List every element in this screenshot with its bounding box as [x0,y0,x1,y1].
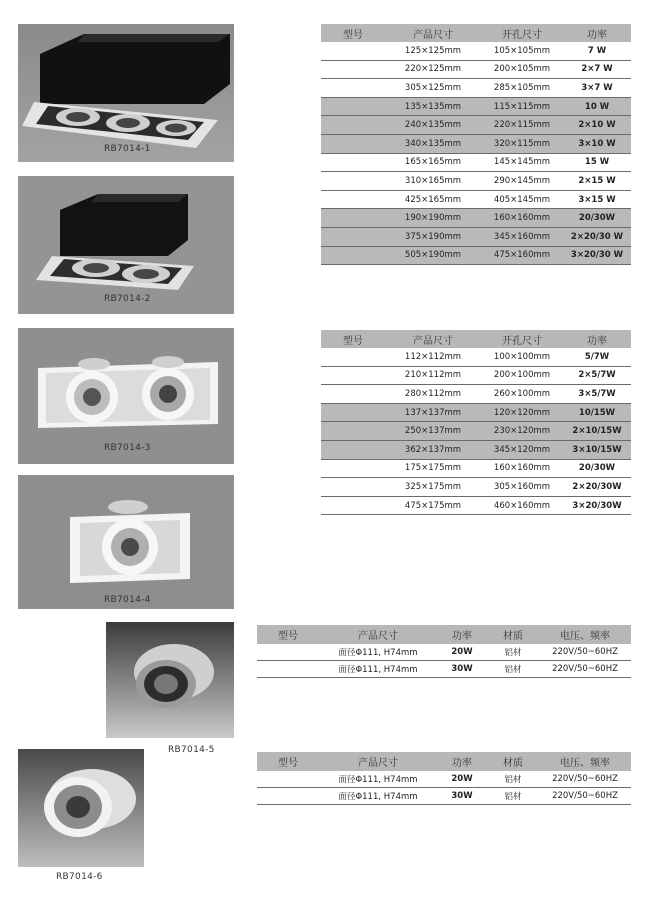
cell-model [321,97,385,116]
cell-model [321,60,385,79]
cell-cut: 200×100mm [481,366,563,385]
cell-model [321,209,385,228]
table-row [321,478,631,497]
cell-power: 3×5/7W [563,385,631,404]
cell-power: 20/30W [563,209,631,228]
cell-size: 220×125mm [385,60,481,79]
header-power: 功率 [563,24,631,42]
caption-rb7014-6: RB7014-6 [56,872,103,882]
cell-size: 340×135mm [385,134,481,153]
cell-size: 125×125mm [385,42,481,60]
header-power: 功率 [563,330,631,348]
cell-power: 3×7 W [563,79,631,98]
cell-size: 475×175mm [385,496,481,515]
cell-model [321,440,385,459]
cell-size: 210×112mm [385,366,481,385]
header-size: 产品尺寸 [385,330,481,348]
cell-power: 3×10/15W [563,440,631,459]
header-material: 材质 [487,625,539,644]
cell-voltage: 220V/50~60HZ [539,661,631,678]
cell-size: 505×190mm [385,246,481,265]
cell-size: 112×112mm [385,348,481,366]
table-row [257,644,631,661]
table-row [321,459,631,478]
cell-size: 240×135mm [385,116,481,135]
cell-power: 3×15 W [563,190,631,209]
cell-cut: 100×100mm [481,348,563,366]
table-row [257,788,631,805]
cell-power: 20W [437,771,487,788]
header-size: 产品尺寸 [319,752,437,771]
cell-voltage: 220V/50~60HZ [539,771,631,788]
cell-model [321,496,385,515]
table-row [321,348,631,366]
cell-size: 375×190mm [385,227,481,246]
cell-size: 135×135mm [385,97,481,116]
cell-power: 3×20/30W [563,496,631,515]
caption-rb7014-4: RB7014-4 [104,595,151,605]
caption-rb7014-2: RB7014-2 [104,294,151,304]
cell-voltage: 220V/50~60HZ [539,644,631,661]
cell-cut: 305×160mm [481,478,563,497]
table-row [257,771,631,788]
cell-cut: 115×115mm [481,97,563,116]
header-model: 型号 [257,625,319,644]
cell-model [321,366,385,385]
cell-size: 250×137mm [385,422,481,441]
cell-model [257,771,319,788]
cell-size: 137×137mm [385,403,481,422]
table-row [321,246,631,265]
cell-power: 15 W [563,153,631,172]
cell-model [321,459,385,478]
cell-power: 3×10 W [563,134,631,153]
cell-power: 30W [437,661,487,678]
cell-model [321,116,385,135]
cell-size: 面径Φ111, H74mm [319,661,437,678]
cell-model [321,172,385,191]
cell-model [321,190,385,209]
cell-material: 铝材 [487,788,539,805]
cell-material: 铝材 [487,644,539,661]
table-row [321,440,631,459]
cell-power: 2×20/30 W [563,227,631,246]
table-header [257,625,631,644]
table-row [321,403,631,422]
cell-cut: 220×115mm [481,116,563,135]
table-row [321,190,631,209]
cell-cut: 200×105mm [481,60,563,79]
caption-rb7014-1: RB7014-1 [104,144,151,154]
header-voltage: 电压、频率 [539,752,631,771]
table-header [257,752,631,771]
cell-size: 面径Φ111, H74mm [319,644,437,661]
cell-model [257,661,319,678]
table-row [321,42,631,60]
header-power: 功率 [437,752,487,771]
cell-model [321,422,385,441]
table-header [321,330,631,348]
cell-size: 362×137mm [385,440,481,459]
caption-rb7014-5: RB7014-5 [168,745,215,755]
cell-cut: 460×160mm [481,496,563,515]
cell-model [321,348,385,366]
cell-size: 310×165mm [385,172,481,191]
cell-size: 面径Φ111, H74mm [319,788,437,805]
cell-power: 5/7W [563,348,631,366]
header-size: 产品尺寸 [319,625,437,644]
cell-cut: 320×115mm [481,134,563,153]
cell-size: 面径Φ111, H74mm [319,771,437,788]
table-header [321,24,631,42]
table-row [321,79,631,98]
cell-cut: 285×105mm [481,79,563,98]
cell-cut: 120×120mm [481,403,563,422]
cell-cut: 160×160mm [481,459,563,478]
cell-size: 425×165mm [385,190,481,209]
header-material: 材质 [487,752,539,771]
product-photo-rb7014-6 [18,749,144,867]
product-photo-rb7014-5 [106,622,234,738]
cell-cut: 105×105mm [481,42,563,60]
cell-power: 2×20/30W [563,478,631,497]
cell-model [321,385,385,404]
cell-model [321,403,385,422]
spec-table-4 [257,752,631,805]
cell-model [321,42,385,60]
header-model: 型号 [257,752,319,771]
cell-size: 190×190mm [385,209,481,228]
cell-power: 2×10 W [563,116,631,135]
table-row [321,496,631,515]
cell-power: 20W [437,644,487,661]
cell-model [321,478,385,497]
table-row [321,134,631,153]
header-voltage: 电压、频率 [539,625,631,644]
spec-table-3 [257,625,631,678]
table-row [321,227,631,246]
table-row [257,661,631,678]
cell-cut: 345×120mm [481,440,563,459]
cell-cut: 345×160mm [481,227,563,246]
header-model: 型号 [321,330,385,348]
product-photo-rb7014-1 [18,24,234,162]
table-row [321,385,631,404]
cell-model [321,79,385,98]
cell-power: 2×15 W [563,172,631,191]
cell-model [321,153,385,172]
cell-power: 7 W [563,42,631,60]
table-row [321,209,631,228]
table-row [321,366,631,385]
table-row [321,153,631,172]
cell-cut: 145×145mm [481,153,563,172]
cell-model [257,644,319,661]
spec-table-2 [321,330,631,515]
cell-cut: 230×120mm [481,422,563,441]
cell-size: 165×165mm [385,153,481,172]
cell-power: 2×7 W [563,60,631,79]
cell-material: 铝材 [487,661,539,678]
cell-size: 175×175mm [385,459,481,478]
cell-voltage: 220V/50~60HZ [539,788,631,805]
cell-cut: 160×160mm [481,209,563,228]
cell-power: 20/30W [563,459,631,478]
cell-cut: 475×160mm [481,246,563,265]
header-size: 产品尺寸 [385,24,481,42]
cell-material: 铝材 [487,771,539,788]
cell-cut: 290×145mm [481,172,563,191]
cell-cut: 405×145mm [481,190,563,209]
header-model: 型号 [321,24,385,42]
product-photo-rb7014-4 [18,475,234,609]
cell-power: 10 W [563,97,631,116]
cell-model [321,134,385,153]
table-row [321,422,631,441]
cell-size: 280×112mm [385,385,481,404]
spec-table-1 [321,24,631,265]
header-power: 功率 [437,625,487,644]
table-row [321,172,631,191]
table-row [321,116,631,135]
cell-size: 305×125mm [385,79,481,98]
cell-model [257,788,319,805]
cell-model [321,227,385,246]
header-cutout: 开孔尺寸 [481,330,563,348]
table-row [321,97,631,116]
cell-power: 10/15W [563,403,631,422]
cell-model [321,246,385,265]
cell-power: 3×20/30 W [563,246,631,265]
cell-power: 2×5/7W [563,366,631,385]
cell-cut: 260×100mm [481,385,563,404]
caption-rb7014-3: RB7014-3 [104,443,151,453]
table-row [321,60,631,79]
header-cutout: 开孔尺寸 [481,24,563,42]
cell-power: 30W [437,788,487,805]
cell-power: 2×10/15W [563,422,631,441]
cell-size: 325×175mm [385,478,481,497]
